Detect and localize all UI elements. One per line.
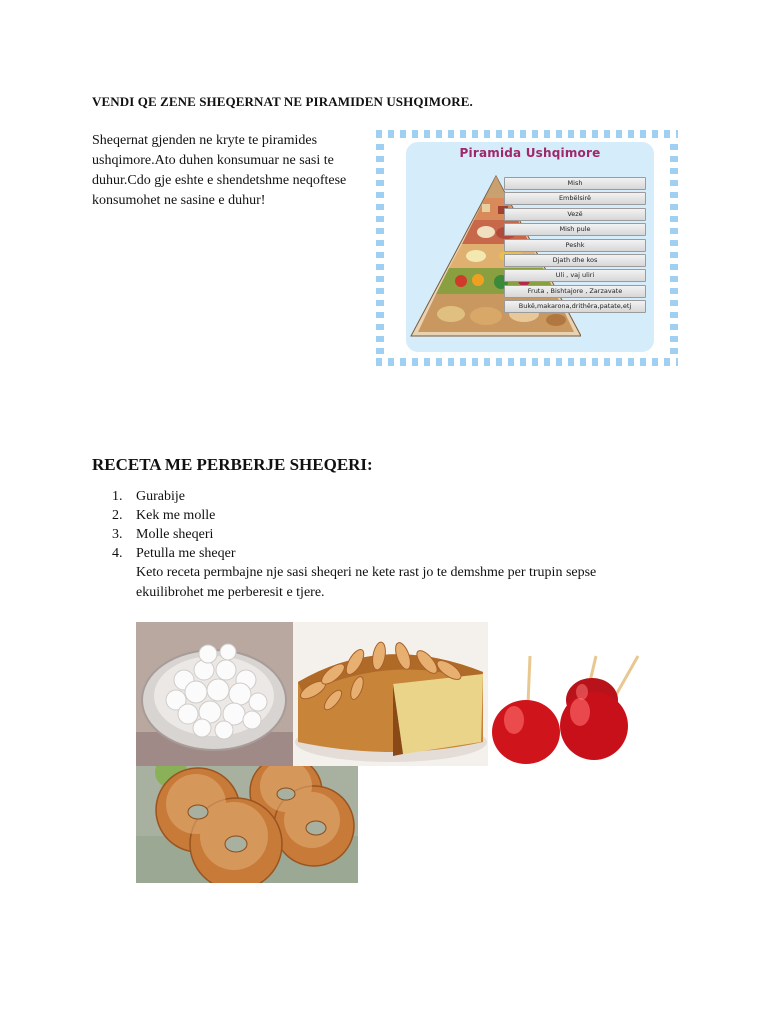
list-item: 2. Kek me molle xyxy=(112,508,216,523)
recipes-heading: RECETA ME PERBERJE SHEQERI: xyxy=(92,455,373,474)
pyramid-title: Piramida Ushqimore xyxy=(459,146,601,160)
gurabije-photo xyxy=(136,622,293,766)
pyramid-label: Peshk xyxy=(504,239,646,252)
recipes-note: Keto receta permbajne nje sasi sheqeri ne kete rast jo te demshme per trupin sepse ekuilibrohet me perberesit e tjere. xyxy=(136,565,597,600)
list-item: 4. Petulla me sheqer xyxy=(112,546,236,561)
page-heading: VENDI QE ZENE SHEQERNAT NE PIRAMIDEN USHQIMORE. xyxy=(92,94,473,109)
pyramid-label: Mish pule xyxy=(504,223,646,236)
pyramid-label: Fruta , Bishtajore , Zarzavate xyxy=(504,285,646,298)
pyramid-label: Bukë,makarona,drithëra,patate,etj xyxy=(504,300,646,313)
list-item: 1. Gurabije xyxy=(112,489,185,504)
pyramid-label: Vezë xyxy=(504,208,646,221)
pyramid-label: Mish xyxy=(504,177,646,190)
pyramid-labels xyxy=(504,177,646,316)
list-item: 3. Molle sheqeri xyxy=(112,527,214,542)
candy-apples-photo xyxy=(488,654,642,766)
pyramid-label: Djath dhe kos xyxy=(504,254,646,267)
sugar-donuts-photo xyxy=(136,766,358,883)
apple-cake-photo xyxy=(293,622,488,766)
pyramid-label: Embëlsirë xyxy=(504,192,646,205)
food-pyramid-image xyxy=(376,130,678,366)
food-pyramid-panel xyxy=(404,140,656,354)
intro-paragraph: Sheqernat gjenden ne kryte te piramides ushqimore.Ato duhen konsumuar ne sasi te duhur.Cdo gje eshte e shendetshme neqoftese konsumohet ne sasine e duhur! xyxy=(92,133,347,208)
pyramid-label: Uli , vaj uliri xyxy=(504,269,646,282)
recipe-list xyxy=(112,487,236,563)
